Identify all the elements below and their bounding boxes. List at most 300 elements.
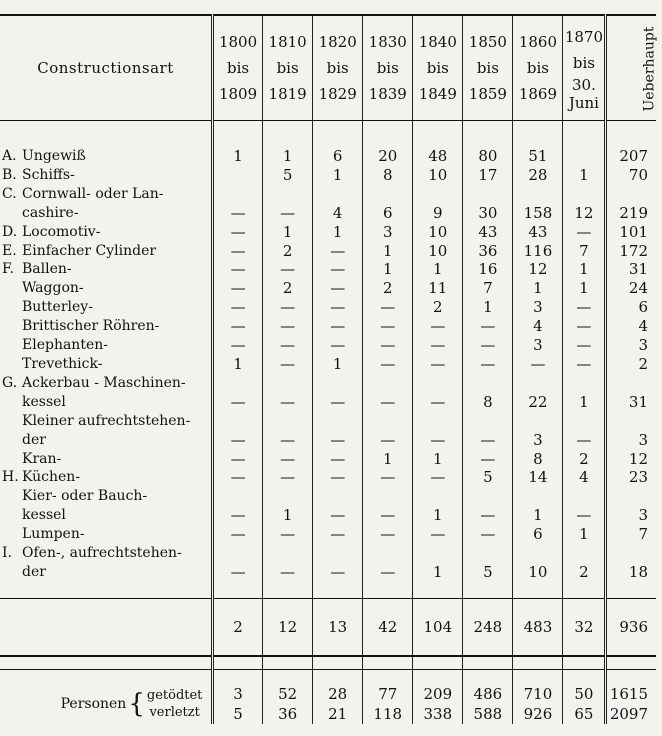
sum-cell: 42 bbox=[363, 598, 413, 656]
row-letter: C. bbox=[2, 185, 17, 202]
count-cell: 5 bbox=[463, 468, 513, 487]
count-cell: 7 bbox=[463, 279, 513, 298]
table-row bbox=[0, 336, 656, 355]
count-cell: — bbox=[563, 298, 606, 317]
count-cell: 6 bbox=[513, 525, 563, 544]
row-label: Schiffs- bbox=[22, 166, 75, 183]
row-label: Brittischer Röhren- bbox=[22, 318, 160, 335]
period-from: 1800 bbox=[218, 33, 258, 51]
killed-count-cell: 486 bbox=[463, 684, 513, 704]
count-cell: 3 bbox=[513, 336, 563, 355]
sum-cell: 12 bbox=[263, 598, 313, 656]
count-cell: 5 bbox=[263, 166, 313, 185]
spacer-cell bbox=[563, 669, 606, 684]
count-cell bbox=[413, 487, 463, 506]
spacer-cell bbox=[563, 656, 606, 670]
count-cell: 8 bbox=[463, 393, 513, 412]
row-letter: E. bbox=[2, 242, 17, 259]
count-cell: — bbox=[313, 525, 363, 544]
count-cell bbox=[363, 374, 413, 393]
count-cell: — bbox=[413, 393, 463, 412]
count-cell bbox=[513, 412, 563, 431]
period-mid: bis bbox=[376, 59, 399, 77]
persons-label-cell bbox=[0, 684, 213, 724]
table-row bbox=[0, 147, 656, 166]
count-cell: 43 bbox=[513, 223, 563, 242]
count-cell: — bbox=[563, 431, 606, 450]
construction-type-cell bbox=[0, 336, 213, 355]
spacer-cell bbox=[463, 121, 513, 148]
table-row bbox=[0, 260, 656, 279]
table-row bbox=[0, 185, 656, 204]
count-cell: — bbox=[563, 336, 606, 355]
count-cell: — bbox=[263, 204, 313, 223]
count-cell: 28 bbox=[513, 166, 563, 185]
count-cell: 16 bbox=[463, 260, 513, 279]
period-header bbox=[263, 15, 313, 121]
spacer-cell bbox=[513, 669, 563, 684]
construction-type-cell bbox=[0, 242, 213, 261]
spacer-cell bbox=[463, 656, 513, 670]
injured-total-cell: 2097 bbox=[606, 704, 656, 724]
table-row bbox=[0, 223, 656, 242]
injured-count-cell: 926 bbox=[513, 704, 563, 724]
count-cell: — bbox=[413, 336, 463, 355]
count-cell: — bbox=[313, 563, 363, 582]
spacer-cell bbox=[0, 669, 213, 684]
count-cell bbox=[563, 374, 606, 393]
spacer-cell bbox=[313, 582, 363, 599]
count-cell bbox=[213, 412, 263, 431]
row-total-cell bbox=[606, 544, 656, 563]
table-row bbox=[0, 242, 656, 261]
period-header bbox=[413, 15, 463, 121]
spacer-cell bbox=[0, 121, 213, 148]
period-to: 1869 bbox=[518, 85, 558, 103]
count-cell bbox=[213, 166, 263, 185]
spacer-row bbox=[0, 656, 656, 670]
count-cell bbox=[213, 487, 263, 506]
spacer-cell bbox=[606, 656, 656, 670]
count-cell: 1 bbox=[313, 223, 363, 242]
count-cell: — bbox=[413, 431, 463, 450]
count-cell: — bbox=[363, 336, 413, 355]
killed-count-cell: 209 bbox=[413, 684, 463, 704]
count-cell bbox=[313, 412, 363, 431]
total-header-label: Ueberhaupt bbox=[641, 26, 658, 111]
table-row bbox=[0, 468, 656, 487]
count-cell: 1 bbox=[313, 355, 363, 374]
count-cell: — bbox=[463, 355, 513, 374]
period-to: 1849 bbox=[418, 85, 457, 103]
persons-sublabels bbox=[147, 687, 203, 721]
spacer-cell bbox=[463, 582, 513, 599]
row-letter: A. bbox=[2, 148, 17, 164]
spacer-cell bbox=[606, 121, 656, 148]
killed-count-cell: 3 bbox=[213, 684, 263, 704]
row-letter: I. bbox=[2, 545, 12, 562]
construction-type-cell bbox=[0, 544, 213, 563]
row-total-cell: 4 bbox=[606, 317, 656, 336]
count-cell: 1 bbox=[463, 298, 513, 317]
count-cell: 1 bbox=[563, 260, 606, 279]
period-header bbox=[213, 15, 263, 121]
count-cell: — bbox=[313, 336, 363, 355]
sum-row bbox=[0, 598, 656, 656]
spacer-cell bbox=[263, 669, 313, 684]
count-cell: — bbox=[213, 431, 263, 450]
count-cell bbox=[263, 412, 313, 431]
table-row bbox=[0, 204, 656, 223]
period-mid: bis bbox=[476, 59, 499, 77]
row-total-cell: 23 bbox=[606, 468, 656, 487]
spacer-cell bbox=[413, 121, 463, 148]
count-cell bbox=[413, 374, 463, 393]
table-row bbox=[0, 279, 656, 298]
injured-count-cell: 588 bbox=[463, 704, 513, 724]
count-cell: — bbox=[463, 431, 513, 450]
count-cell: 43 bbox=[463, 223, 513, 242]
count-cell: — bbox=[213, 393, 263, 412]
count-cell: 158 bbox=[513, 204, 563, 223]
count-cell: 10 bbox=[413, 242, 463, 261]
row-label: Ofen-, aufrechtstehen- bbox=[22, 545, 182, 562]
count-cell: 1 bbox=[413, 260, 463, 279]
count-cell bbox=[363, 412, 413, 431]
count-cell: 3 bbox=[513, 431, 563, 450]
count-cell: — bbox=[363, 563, 413, 582]
spacer-cell bbox=[213, 669, 263, 684]
construction-type-cell bbox=[0, 298, 213, 317]
spacer-cell bbox=[363, 582, 413, 599]
sum-label-cell bbox=[0, 598, 213, 656]
period-mid: bis bbox=[526, 59, 549, 77]
row-total-cell bbox=[606, 487, 656, 506]
row-label: Kier- oder Bauch- bbox=[22, 488, 148, 505]
table-row bbox=[0, 487, 656, 506]
count-cell bbox=[263, 374, 313, 393]
count-cell: — bbox=[313, 450, 363, 469]
table-row bbox=[0, 374, 656, 393]
count-cell: 14 bbox=[513, 468, 563, 487]
spacer-cell bbox=[563, 121, 606, 148]
spacer-cell bbox=[263, 121, 313, 148]
row-label: der bbox=[22, 563, 46, 580]
count-cell: — bbox=[213, 317, 263, 336]
count-cell: 30 bbox=[463, 204, 513, 223]
count-cell: 2 bbox=[563, 563, 606, 582]
count-cell: 10 bbox=[413, 166, 463, 185]
count-cell bbox=[513, 544, 563, 563]
killed-label: getödtet bbox=[146, 687, 203, 703]
killed-count-cell: 28 bbox=[313, 684, 363, 704]
injured-count-cell: 21 bbox=[313, 704, 363, 724]
construction-type-cell bbox=[0, 147, 213, 166]
count-cell: 1 bbox=[363, 242, 413, 261]
sum-cell: 32 bbox=[563, 598, 606, 656]
count-cell: — bbox=[413, 355, 463, 374]
count-cell bbox=[563, 147, 606, 166]
count-cell: 5 bbox=[463, 563, 513, 582]
table-header bbox=[0, 15, 656, 121]
persons-label: Personen bbox=[60, 695, 127, 712]
count-cell: — bbox=[563, 355, 606, 374]
count-cell: 10 bbox=[513, 563, 563, 582]
killed-count-cell: 710 bbox=[513, 684, 563, 704]
spacer-row bbox=[0, 121, 656, 148]
count-cell: 1 bbox=[363, 450, 413, 469]
count-cell: — bbox=[213, 223, 263, 242]
count-cell: 8 bbox=[513, 450, 563, 469]
row-label: Küchen- bbox=[22, 469, 81, 486]
row-label: Kleiner aufrechtstehen- bbox=[22, 412, 191, 429]
row-label: Einfacher Cylinder bbox=[22, 242, 157, 259]
period-mid: bis bbox=[326, 59, 349, 77]
spacer-cell bbox=[213, 582, 263, 599]
row-label: Ballen- bbox=[22, 261, 72, 278]
killed-count-cell: 50 bbox=[563, 684, 606, 704]
count-cell: 4 bbox=[563, 468, 606, 487]
count-cell bbox=[363, 544, 413, 563]
brace-icon: { bbox=[128, 688, 145, 719]
count-cell: 2 bbox=[363, 279, 413, 298]
row-total-cell: 101 bbox=[606, 223, 656, 242]
spacer-cell bbox=[213, 121, 263, 148]
count-cell bbox=[563, 185, 606, 204]
count-cell: — bbox=[263, 393, 313, 412]
count-cell: 1 bbox=[213, 147, 263, 166]
count-cell: — bbox=[213, 260, 263, 279]
row-label: kessel bbox=[22, 393, 66, 410]
spacer-cell bbox=[606, 582, 656, 599]
count-cell bbox=[463, 412, 513, 431]
period-mid: bis bbox=[426, 59, 449, 77]
count-cell: 2 bbox=[263, 242, 313, 261]
construction-type-cell bbox=[0, 525, 213, 544]
row-label: Lumpen- bbox=[22, 526, 85, 543]
count-cell: 1 bbox=[263, 223, 313, 242]
boiler-explosion-table bbox=[0, 14, 656, 724]
count-cell: — bbox=[213, 450, 263, 469]
period-header bbox=[313, 15, 363, 121]
period-header bbox=[463, 15, 513, 121]
count-cell: — bbox=[563, 223, 606, 242]
count-cell bbox=[463, 487, 513, 506]
count-cell: — bbox=[263, 298, 313, 317]
row-label: Ackerbau - Maschinen- bbox=[22, 374, 186, 391]
count-cell: 1 bbox=[263, 506, 313, 525]
count-cell: — bbox=[313, 298, 363, 317]
count-cell: — bbox=[213, 468, 263, 487]
row-letter: G. bbox=[2, 374, 18, 391]
injured-count-cell: 65 bbox=[563, 704, 606, 724]
table-row bbox=[0, 355, 656, 374]
spacer-cell bbox=[0, 582, 213, 599]
table-row bbox=[0, 393, 656, 412]
count-cell: — bbox=[213, 279, 263, 298]
row-label: der bbox=[22, 431, 46, 448]
count-cell: 80 bbox=[463, 147, 513, 166]
count-cell: — bbox=[563, 317, 606, 336]
count-cell: 1 bbox=[313, 166, 363, 185]
spacer-cell bbox=[413, 582, 463, 599]
injured-count-cell: 338 bbox=[413, 704, 463, 724]
count-cell: — bbox=[213, 525, 263, 544]
count-cell: 1 bbox=[413, 506, 463, 525]
construction-type-cell bbox=[0, 506, 213, 525]
construction-type-cell bbox=[0, 223, 213, 242]
row-total-cell bbox=[606, 412, 656, 431]
construction-type-cell bbox=[0, 412, 213, 431]
count-cell: — bbox=[263, 260, 313, 279]
row-total-cell: 3 bbox=[606, 336, 656, 355]
row-total-cell: 12 bbox=[606, 450, 656, 469]
spacer-cell bbox=[363, 656, 413, 670]
table-row bbox=[0, 166, 656, 185]
killed-count-cell: 77 bbox=[363, 684, 413, 704]
count-cell: 4 bbox=[313, 204, 363, 223]
sum-cell: 483 bbox=[513, 598, 563, 656]
count-cell: — bbox=[363, 355, 413, 374]
row-label: Elephanten- bbox=[22, 337, 108, 354]
count-cell: — bbox=[313, 242, 363, 261]
count-cell: — bbox=[213, 298, 263, 317]
count-cell: — bbox=[363, 468, 413, 487]
count-cell bbox=[313, 185, 363, 204]
count-cell: 4 bbox=[513, 317, 563, 336]
row-total-cell: 3 bbox=[606, 431, 656, 450]
row-total-cell: 2 bbox=[606, 355, 656, 374]
table-body bbox=[0, 121, 656, 599]
count-cell: — bbox=[263, 317, 313, 336]
count-cell: — bbox=[363, 506, 413, 525]
count-cell: 10 bbox=[413, 223, 463, 242]
row-label: Cornwall- oder Lan- bbox=[22, 185, 164, 202]
count-cell: — bbox=[213, 336, 263, 355]
construction-type-cell bbox=[0, 317, 213, 336]
row-letter: H. bbox=[2, 469, 19, 486]
row-label: Waggon- bbox=[22, 280, 84, 297]
count-cell: 3 bbox=[513, 298, 563, 317]
spacer-cell bbox=[413, 656, 463, 670]
period-to: 1829 bbox=[318, 85, 357, 103]
row-letter: D. bbox=[2, 223, 18, 240]
count-cell: — bbox=[463, 506, 513, 525]
count-cell bbox=[513, 185, 563, 204]
spacer-cell bbox=[0, 656, 213, 670]
sum-cell: 2 bbox=[213, 598, 263, 656]
spacer-cell bbox=[463, 669, 513, 684]
construction-type-cell bbox=[0, 185, 213, 204]
count-cell: — bbox=[413, 525, 463, 544]
count-cell bbox=[213, 544, 263, 563]
row-total-cell: 31 bbox=[606, 260, 656, 279]
period-from: 1810 bbox=[268, 33, 307, 51]
count-cell: 1 bbox=[513, 506, 563, 525]
count-cell: — bbox=[263, 563, 313, 582]
count-cell: — bbox=[313, 317, 363, 336]
construction-type-cell bbox=[0, 279, 213, 298]
count-cell: 17 bbox=[463, 166, 513, 185]
row-total-cell: 3 bbox=[606, 506, 656, 525]
count-cell: — bbox=[213, 563, 263, 582]
count-cell: — bbox=[313, 260, 363, 279]
count-cell: 1 bbox=[563, 525, 606, 544]
count-cell: — bbox=[313, 431, 363, 450]
count-cell: 116 bbox=[513, 242, 563, 261]
construction-type-cell bbox=[0, 431, 213, 450]
row-label: Trevethick- bbox=[22, 355, 103, 372]
table-row bbox=[0, 544, 656, 563]
injured-label: verletzt bbox=[149, 704, 200, 720]
spacer-cell bbox=[213, 656, 263, 670]
construction-type-cell bbox=[0, 204, 213, 223]
count-cell: 12 bbox=[513, 260, 563, 279]
spacer-cell bbox=[263, 656, 313, 670]
construction-type-cell bbox=[0, 487, 213, 506]
period-from: 1830 bbox=[368, 33, 407, 51]
count-cell bbox=[463, 185, 513, 204]
construction-type-cell bbox=[0, 468, 213, 487]
count-cell: — bbox=[363, 525, 413, 544]
count-cell: 9 bbox=[413, 204, 463, 223]
period-mid: bis bbox=[572, 54, 595, 72]
period-to: 30. bbox=[571, 76, 596, 94]
spacer-cell bbox=[313, 121, 363, 148]
count-cell: 8 bbox=[363, 166, 413, 185]
count-cell: — bbox=[563, 506, 606, 525]
spacer-cell bbox=[313, 669, 363, 684]
sum-cell: 13 bbox=[313, 598, 363, 656]
spacer-row bbox=[0, 582, 656, 599]
count-cell: 1 bbox=[513, 279, 563, 298]
count-cell: 11 bbox=[413, 279, 463, 298]
period-to: 1859 bbox=[468, 85, 507, 103]
count-cell: 6 bbox=[313, 147, 363, 166]
count-cell bbox=[413, 185, 463, 204]
count-cell bbox=[513, 487, 563, 506]
count-cell bbox=[563, 487, 606, 506]
count-cell: — bbox=[263, 450, 313, 469]
table-row bbox=[0, 298, 656, 317]
count-cell: 1 bbox=[363, 260, 413, 279]
count-cell bbox=[413, 544, 463, 563]
spacer-cell bbox=[513, 121, 563, 148]
count-cell: — bbox=[463, 525, 513, 544]
count-cell: 51 bbox=[513, 147, 563, 166]
sum-cell: 104 bbox=[413, 598, 463, 656]
count-cell: — bbox=[463, 317, 513, 336]
row-label: Kran- bbox=[22, 450, 62, 467]
construction-type-header: Constructionsart bbox=[0, 15, 213, 121]
count-cell: 7 bbox=[563, 242, 606, 261]
row-label: Ungewiß bbox=[22, 148, 86, 164]
period-to: 1819 bbox=[268, 85, 307, 103]
count-cell bbox=[313, 487, 363, 506]
period-mid: bis bbox=[227, 59, 250, 77]
count-cell: 6 bbox=[363, 204, 413, 223]
count-cell: 36 bbox=[463, 242, 513, 261]
count-cell: 48 bbox=[413, 147, 463, 166]
row-total-cell bbox=[606, 374, 656, 393]
spacer-cell bbox=[563, 582, 606, 599]
count-cell: — bbox=[413, 317, 463, 336]
table-row bbox=[0, 563, 656, 582]
row-total-cell bbox=[606, 185, 656, 204]
count-cell: 3 bbox=[363, 223, 413, 242]
row-total-cell: 31 bbox=[606, 393, 656, 412]
injured-count-cell: 36 bbox=[263, 704, 313, 724]
